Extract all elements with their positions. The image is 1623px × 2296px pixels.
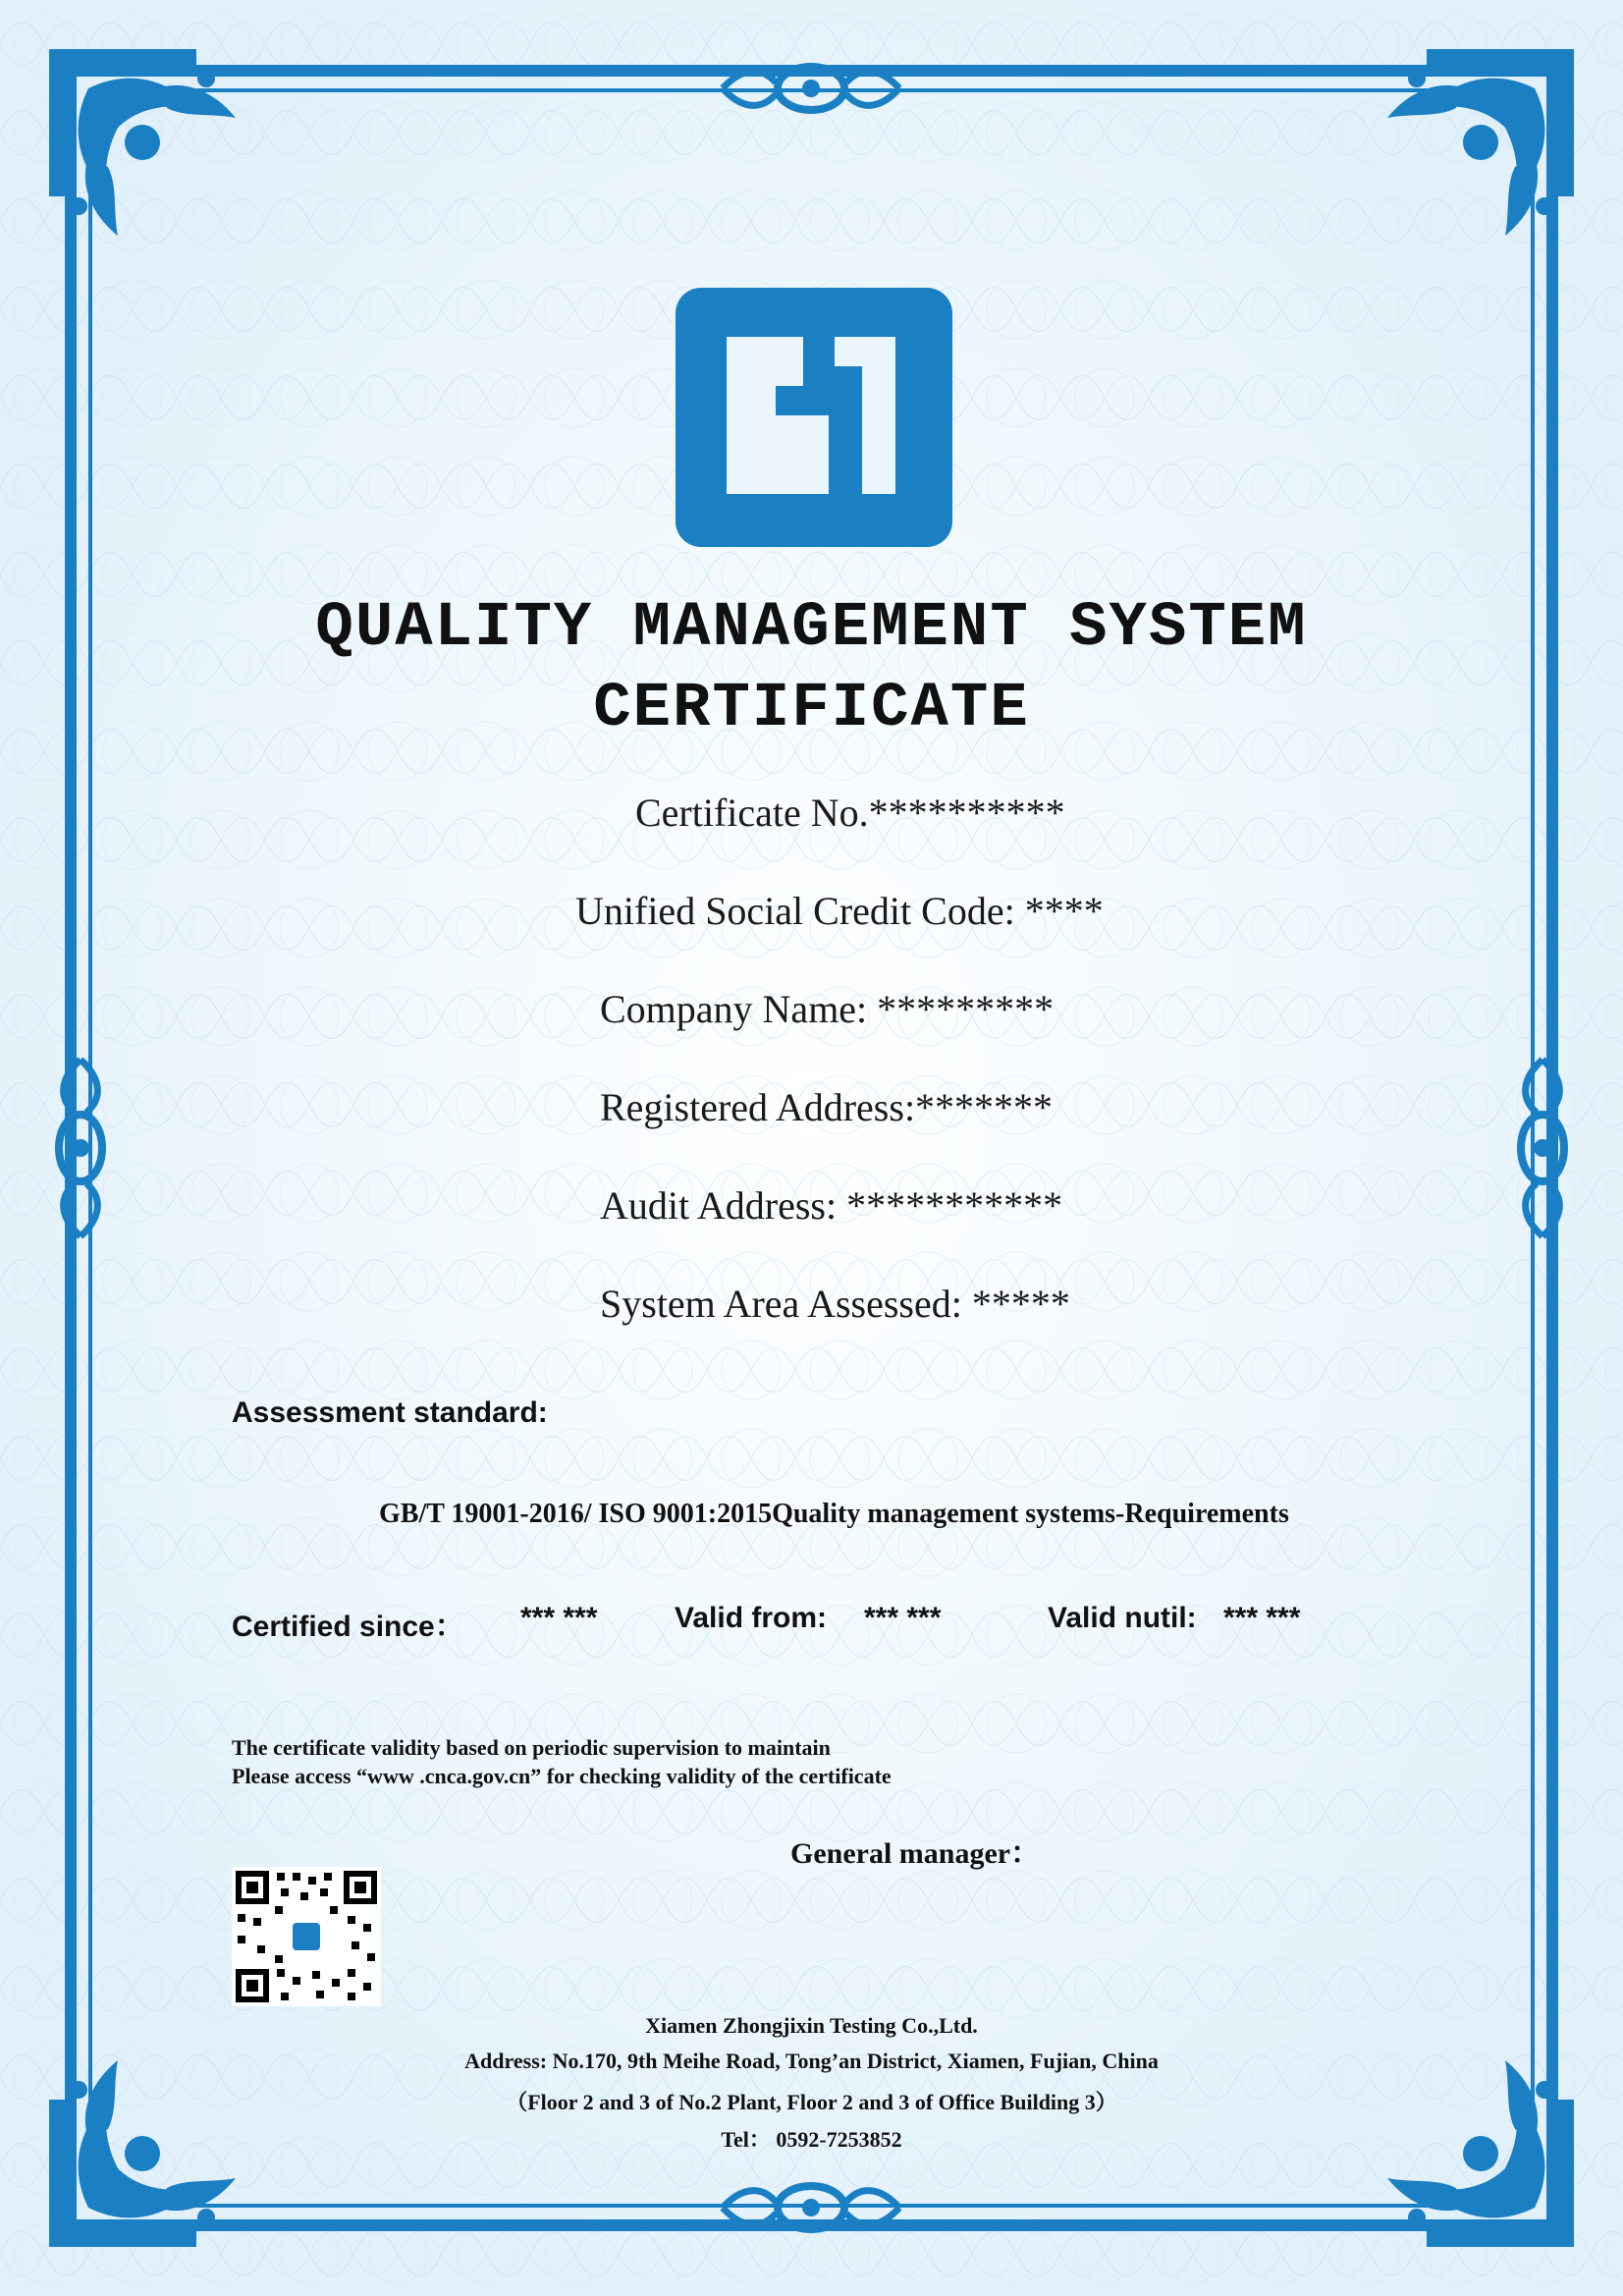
- company-name: Company Name: *********: [600, 987, 1055, 1031]
- issuer-tel: Tel： 0592-7253852: [721, 2127, 902, 2152]
- valid-from-value: *** ***: [864, 1602, 942, 1634]
- valid-until-label: Valid nutil:: [1048, 1602, 1197, 1634]
- logo-icon: [676, 288, 952, 547]
- credit-code: Unified Social Credit Code: ****: [575, 889, 1104, 933]
- issuer-company: Xiamen Zhongjixin Testing Co.,Ltd.: [645, 2013, 978, 2038]
- assessment-standard: GB/T 19001-2016/ ISO 9001:2015Quality management systems-Requirements: [379, 1499, 1289, 1529]
- system-area: System Area Assessed: *****: [600, 1282, 1070, 1326]
- audit-address: Audit Address: ***********: [600, 1183, 1063, 1228]
- validity-note: The certificate validity based on periodic supervision to maintain: [232, 1735, 831, 1760]
- certificate-title-line2: CERTIFICATE: [593, 674, 1030, 744]
- registered-address: Registered Address:*******: [600, 1085, 1054, 1129]
- assessment-label: Assessment standard:: [232, 1396, 548, 1429]
- certified-since-label: Certified since：: [232, 1611, 464, 1643]
- qr-code-icon[interactable]: [232, 1867, 381, 2006]
- issuer-address-detail: （Floor 2 and 3 of No.2 Plant, Floor 2 and 3 of Office Building 3）: [506, 2090, 1117, 2114]
- validity-link-note: Please access “www .cnca.gov.cn” for checking validity of the certificate: [232, 1764, 892, 1788]
- certified-since-value: *** ***: [520, 1602, 598, 1634]
- issuer-address: Address: No.170, 9th Meihe Road, Tong’an District, Xiamen, Fujian, China: [464, 2049, 1159, 2073]
- certificate-title-line1: QUALITY MANAGEMENT SYSTEM: [315, 593, 1308, 664]
- valid-until-value: *** ***: [1223, 1602, 1301, 1634]
- certificate-number: Certificate No.**********: [635, 791, 1065, 835]
- valid-from-label: Valid from:: [675, 1602, 828, 1634]
- general-manager-label: General manager：: [790, 1837, 1041, 1870]
